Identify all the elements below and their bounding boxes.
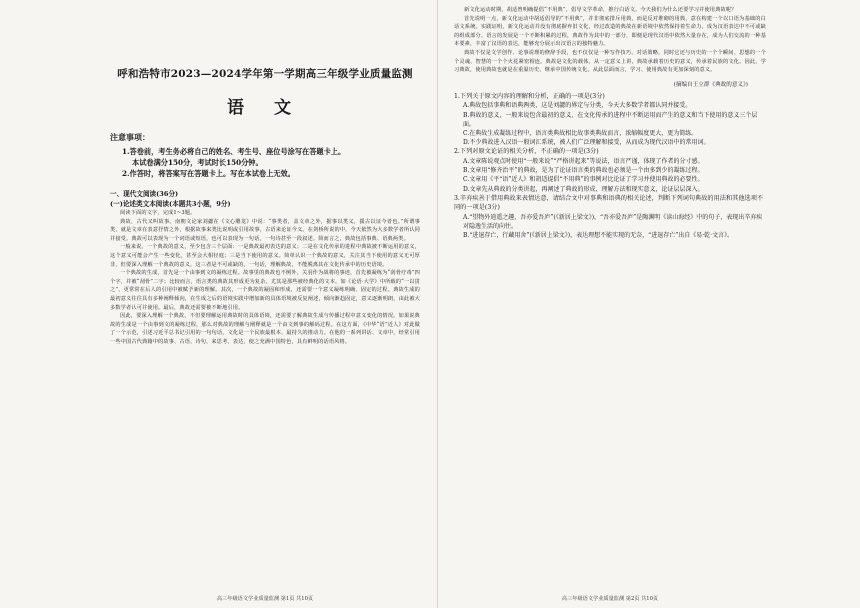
subject-title: 语 文 xyxy=(227,98,303,118)
page-footer: 高三年级语文学业质量监测 第1页 共10页 xyxy=(216,596,314,602)
q3-option-a: A.“望物外逍遥之趣，吾亦爱吾庐”(《新居上梁文》)，“吾亦爱吾庐”是陶渊明《读山海经》中的句子，表现出辛弃疾对隐逸生活的向往。 xyxy=(463,213,763,231)
notice-heading: 注意事项： xyxy=(110,132,150,142)
q3-option-b: B.“进退存亡，行藏用舍”(《新居上梁文》)，表达理想不能实现的无奈，“进退存亡”出自《易·乾·文言》。 xyxy=(463,232,734,240)
reading-instruction: 阅读下面的文字，完成1~3题。 xyxy=(120,210,196,216)
q1-option-c: C.在典故生成凝练过程中，语言类典故相比故事类典故而言，浓缩幅度更大，更为简练。 xyxy=(463,129,698,137)
page-1 xyxy=(96,0,434,608)
q1-option-b: B.典故的意义，一般来说包含最初的意义、在文化传承的进程中不断运用而产生的意义和当下使用的意义三个层面。 xyxy=(463,111,758,128)
article-paragraph: 典故，古代又叫故事。南朝文论家刘勰在《文心雕龙》中说：“事类者，盖文章之外，据事以类义，援古以证今者也。”所谓事类，就是文章在表意抒情之外，根据故事来类比说明或引用故事，古语来论证今义。在剑桥所说的中，今天依然为大多数学者所认同并接受。典故可以表现为一个词语或短语，也可以表现为一句话，一句诗甚至一段叙述。简而言之，典故包括事典、语典两类。 xyxy=(110,218,420,242)
notice-item: 2.作答时，将答案写在答题卡上。写在本试卷上无效。 xyxy=(122,169,295,178)
exam-title: 呼和浩特市2023—2024学年第一学期高三年级学业质量监测 xyxy=(117,68,413,80)
subsection-heading: (一)论述类文本阅读(本题共3小题，9分) xyxy=(110,200,231,208)
article-paragraph: 一个典故的生成，首先是一个由事到文的凝练过程。故事里的典故也不例外，关羽作为战将的事迹，首先被凝练为“刮骨疗毒”四个字，并被“刮骨”二字；比较而言，语言类的典故其形成更为复杂，尤其是那些被经典化的文本，如《论语·大学》中所载的“一以贯之”，更常常在后人的引用中被赋予新的理解。其次，一个典故的凝固和形成，还需要一个意义凝练明确、固定的过程。典故生成的最初意义往往具有多种阐释倾向，在生成之后的语境实践中增加新的具体语境被反复阐述，倾向渐趋固定，意义逐渐明朗，由此被大多数学者认可并使用。最后，典故还需要被不断地引用。 xyxy=(110,270,420,311)
notice-item: 1.答卷前，考生务必将自己的姓名、考生号、座位号涂写在答题卡上。 xyxy=(122,147,346,156)
section-heading: 一、现代文阅读(36分) xyxy=(110,190,179,198)
article-paragraph: 一般来说，一个典故的意义，至少包含三个层面：一是典故最初表达的意义；二是在文化传承的进程中典故被不断运用的意义，这个意义可能会产生一些变化，甚至会大相径庭；三是当下使用的意义。简单认识一个典故的意义，关注其当下使用的意义无可厚非，但要深入理解一个典故的意义，这三者是不可或缺的。一句话，理解典故，不能脱离其在文化传承中的历史语境。 xyxy=(110,244,420,268)
article-paragraph: 首先说明一点，新文化运动中胡适倡导的“不用典”，并非彻底排斥用典，而是反对堆砌的用典，意在构建一个以口语为基础的白话文系统。实践证明，新文化运动并没有彻底摒弃旧文化，经过改造的典故在新语境中依然保持着生命力，成为汉语表达中不可或缺的组成部分。语言的发展是一个不断积累的过程，典故作为其中的一部分，即便是现代汉语中依然大量存在，成为人们交流的一种基本要素，丰富了汉语的表达，能够充分展示出汉语言的独特魅力。 xyxy=(454,15,766,48)
source-credit: (摘编自王立群《典故的意义》) xyxy=(673,81,748,88)
notice-item: 本试卷满分150分，考试时长150分钟。 xyxy=(132,158,263,167)
q2-option-a: A.文章陈说观点时使用“一般来说”“严格讲起来”等说法，语言严谨，体现了作者的分寸感。 xyxy=(463,157,704,165)
q1-option-a: A.典故包括事典和语典两类，这是刘勰的界定与分类，今天大多数学者都认同并接受。 xyxy=(463,102,692,110)
question-1: 1.下列关于原文内容的理解和分析，正确的一项是(3分) xyxy=(454,92,605,100)
q2-option-c: C.文章用《平“语”近人》和胡适提倡“不用典”的事例对比论证了学习并使用典故的必要性。 xyxy=(463,176,704,184)
article-paragraph: 因此，要深入理解一个典故，不但要理解运用典故时的具体语境，还需要了解典故生成与传播过程中意义变化的情况。如果说典故的生成是一个由事到文的凝练过程，那么对典故的理解与阐释就是一个由文到事的解码过程。在这方面，《中华“语”近人》对此做了一个示范，引述习近平总书记引用的一句句话，文化是一个民族最根本、最持久的推动力。在他的一系列讲话、文章中，经常引用一些中国古代典籍中的故事、古语、诗句，来思考、表达，使之充满中国特色，具有鲜明的话语风格。 xyxy=(110,313,420,345)
article-paragraph: 典故不仅是文学创作、论事说理的修辞手段，也不仅仅是一种写作技巧、对话策略，同时它还与历史的一个个瞬间、思想的一个个灵魂、智慧的一个个火花紧密相连。典故是文化的载体，从一定意义上讲，典故承载着历史的意义，传承着民族的文化。因此，学习典故，使用典故也就是在重温历史、继承中国传统文化。从此层面而言，学习、使用典故有更加深刻的意义。 xyxy=(454,49,766,74)
question-2: 2.下列对原文论证的相关分析，不正确的一项是(3分) xyxy=(454,148,599,156)
q1-option-d: D.不少典故进入汉语一般词汇系统，被人们广泛理解和接受，从而成为现代汉语中的常用词。 xyxy=(463,139,710,147)
article-paragraph: 新文化运动时期，胡适曾明确提倡“不用典”，倡导文学革命，推行白话文。今天我们为什么还要学习并使用典故呢？ xyxy=(464,7,737,13)
question-3: 3.辛弃疾善于借用典故来表情达意，请结合文中对事典和语典的相关论述，判断下列词句典故的用法和其他选项不同的一项是(3分) xyxy=(454,194,764,212)
page-fold-line xyxy=(437,0,438,608)
page-2 xyxy=(440,0,780,608)
q2-option-b: B.文章用“修齐治平”的典故，是为了论证语言类的典故也必须是一个由多到少的凝练过程。 xyxy=(463,167,704,175)
q2-option-d: D.文章先从典故的分类讲起，再阐述了典故的形成、理解方法和现实意义，论证层层深入。 xyxy=(463,185,704,193)
page-footer: 高三年级语文学业质量监测 第2页 共10页 xyxy=(561,596,659,602)
